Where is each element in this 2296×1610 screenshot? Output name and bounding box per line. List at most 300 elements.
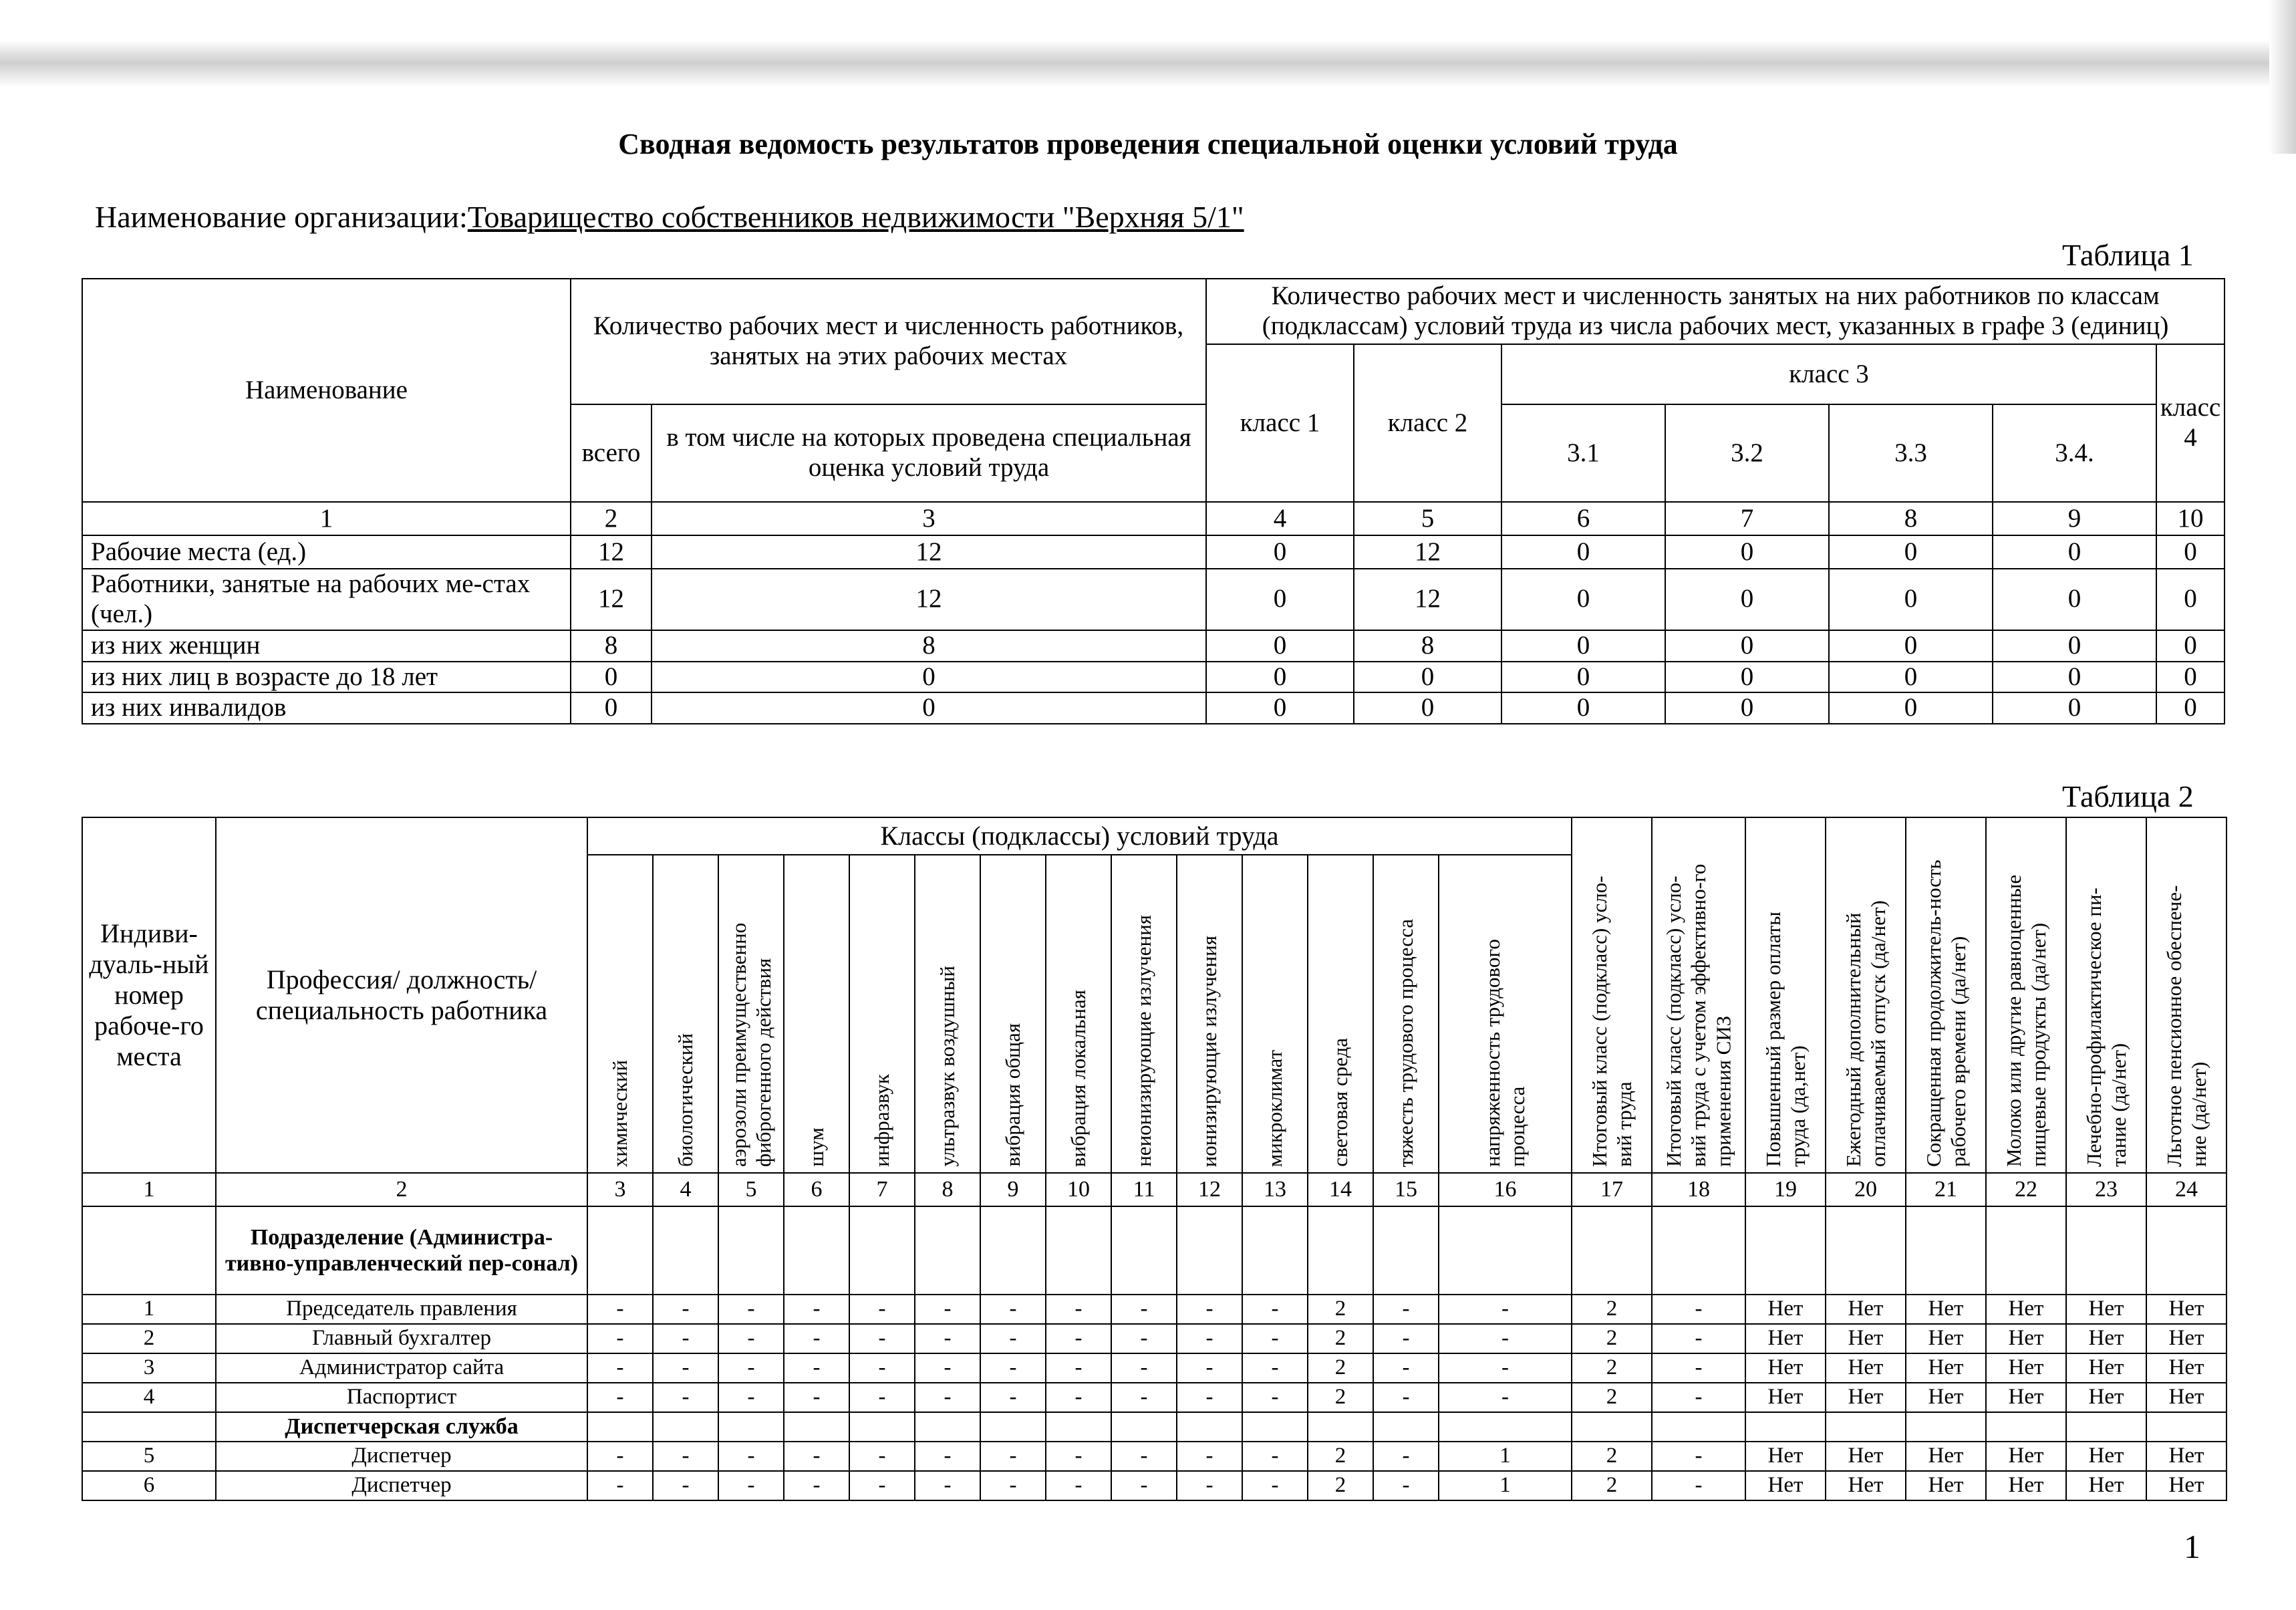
cell-value: -: [1652, 1471, 1745, 1500]
t2-column-number: 4: [653, 1173, 718, 1206]
cell-value: 0: [2156, 630, 2225, 662]
t2-column-number: 15: [1373, 1173, 1439, 1206]
empty-cell: [1826, 1206, 1906, 1295]
cell-value: -: [1177, 1383, 1242, 1412]
t2-header-guarantee: [2146, 817, 2227, 1173]
cell-value: 2: [1308, 1324, 1373, 1353]
cell-value: 12: [1354, 535, 1501, 569]
cell-value: 0: [1501, 630, 1665, 662]
cell-value: -: [980, 1353, 1046, 1383]
cell-value: 6: [82, 1471, 216, 1500]
cell-value: 0: [1829, 535, 1993, 569]
empty-cell: [2066, 1206, 2146, 1295]
cell-value: -: [1177, 1442, 1242, 1471]
cell-value: -: [915, 1442, 980, 1471]
empty-cell: [1177, 1412, 1242, 1442]
cell-value: -: [718, 1383, 784, 1412]
t1-header-total: всего: [571, 404, 652, 502]
cell-value: -: [915, 1295, 980, 1324]
cell-value: 12: [652, 569, 1206, 630]
cell-value: 4: [82, 1383, 216, 1412]
cell-value: Нет: [2066, 1442, 2146, 1471]
t2-header-guarantee-label: Льготное пенсионное обеспече-ние (да/нет): [2162, 885, 2210, 1167]
cell-value: -: [718, 1295, 784, 1324]
cell-value: Нет: [1745, 1383, 1826, 1412]
cell-value: -: [653, 1442, 718, 1471]
cell-value: Председатель правления: [216, 1295, 587, 1324]
cell-value: Нет: [1826, 1383, 1906, 1412]
cell-value: 0: [1206, 692, 1354, 724]
t2-header-factor: [784, 855, 849, 1173]
empty-cell: [1439, 1412, 1572, 1442]
cell-value: Нет: [2146, 1471, 2227, 1500]
table-row: [82, 569, 2225, 630]
empty-cell: [1046, 1412, 1111, 1442]
cell-value: 8: [652, 630, 1206, 662]
t2-header-factor-label: ионизирующие излучения: [1197, 935, 1222, 1167]
cell-value: 2: [1572, 1442, 1652, 1471]
cell-value: 0: [1354, 662, 1501, 693]
t2-header-factor-label: световая среда: [1328, 1038, 1352, 1167]
table1-caption: Таблица 1: [2062, 238, 2194, 272]
cell-value: -: [1373, 1442, 1439, 1471]
empty-cell: [2146, 1412, 2227, 1442]
cell-value: 8: [571, 630, 652, 662]
t2-column-number: 9: [980, 1173, 1046, 1206]
t2-header-guarantee-label: Сокращенная продолжитель-ность рабочего времени (да/нет): [1921, 859, 1970, 1167]
cell-value: Администратор сайта: [216, 1353, 587, 1383]
t2-header-factor: [718, 855, 784, 1173]
cell-value: Нет: [1826, 1442, 1906, 1471]
empty-cell: [1373, 1206, 1439, 1295]
empty-cell: [1906, 1412, 1986, 1442]
cell-value: Нет: [1745, 1471, 1826, 1500]
cell-value: 0: [1354, 692, 1501, 724]
empty-cell: [1242, 1412, 1308, 1442]
t2-header-factor: [1308, 855, 1373, 1173]
empty-cell: [1177, 1206, 1242, 1295]
t2-header-guarantee-label: Итоговый класс (подкласс) усло-вий труда с учетом эффективно-го применения СИЗ: [1662, 863, 1735, 1167]
cell-value: -: [1439, 1324, 1572, 1353]
cell-value: -: [1373, 1353, 1439, 1383]
cell-value: 0: [1993, 662, 2156, 693]
cell-value: Нет: [1745, 1353, 1826, 1383]
t1-header-name: Наименование: [82, 279, 571, 502]
cell-value: Нет: [1826, 1353, 1906, 1383]
cell-value: -: [784, 1442, 849, 1471]
t1-header-class3: класс 3: [1501, 344, 2156, 404]
cell-value: -: [1439, 1383, 1572, 1412]
cell-value: Диспетчер: [216, 1471, 587, 1500]
cell-value: -: [1046, 1471, 1111, 1500]
cell-value: 2: [1572, 1383, 1652, 1412]
cell-value: 2: [1572, 1324, 1652, 1353]
cell-value: -: [718, 1353, 784, 1383]
empty-cell: [718, 1412, 784, 1442]
t1-header-assessed: в том числе на которых проведена специальная оценка условий труда: [652, 404, 1206, 502]
t2-header-factor-label: химический: [608, 1059, 632, 1167]
t2-column-number: 5: [718, 1173, 784, 1206]
empty-cell: [1572, 1412, 1652, 1442]
cell-value: 0: [1829, 662, 1993, 693]
cell-value: 0: [1993, 569, 2156, 630]
t2-header-factor: [1439, 855, 1572, 1173]
t2-header-guarantee-label: Итоговый класс (подкласс) усло-вий труда: [1587, 876, 1636, 1167]
t1-header-3-4: 3.4.: [1993, 404, 2156, 502]
t1-header-3-1: 3.1: [1501, 404, 1665, 502]
cell-value: 3: [82, 1353, 216, 1383]
t2-header-factor-label: напряженность трудового процесса: [1481, 939, 1530, 1167]
cell-value: 0: [1665, 630, 1829, 662]
cell-value: Нет: [1986, 1353, 2066, 1383]
cell-value: 0: [1829, 630, 1993, 662]
t2-header-factor: [1177, 855, 1242, 1173]
cell-value: Нет: [1986, 1324, 2066, 1353]
cell-value: -: [1111, 1353, 1177, 1383]
cell-value: 0: [652, 662, 1206, 693]
t1-column-number: 10: [2156, 502, 2225, 535]
t2-column-number: 19: [1745, 1173, 1826, 1206]
cell-value: -: [1373, 1383, 1439, 1412]
t2-header-factor: [587, 855, 653, 1173]
t1-column-number: 1: [82, 502, 571, 535]
cell-value: 8: [1354, 630, 1501, 662]
cell-value: 2: [1308, 1471, 1373, 1500]
empty-cell: [915, 1206, 980, 1295]
cell-value: Диспетчер: [216, 1442, 587, 1471]
cell-value: -: [718, 1324, 784, 1353]
cell-value: -: [915, 1383, 980, 1412]
cell-value: -: [1242, 1353, 1308, 1383]
cell-value: -: [1373, 1471, 1439, 1500]
cell-value: 0: [1665, 569, 1829, 630]
empty-cell: [784, 1206, 849, 1295]
empty-cell: [1373, 1412, 1439, 1442]
cell-value: -: [849, 1324, 915, 1353]
cell-value: -: [849, 1471, 915, 1500]
t2-header-factor: [915, 855, 980, 1173]
cell-value: -: [784, 1324, 849, 1353]
empty-cell: [1439, 1206, 1572, 1295]
cell-value: Нет: [2146, 1295, 2227, 1324]
t2-header-factor-label: вибрация локальная: [1066, 989, 1091, 1167]
cell-value: -: [587, 1353, 653, 1383]
t2-header-factor-label: аэрозоли преимущественно фиброгенного действия: [726, 922, 775, 1167]
cell-value: 0: [1501, 535, 1665, 569]
t2-header-guarantee-label: Ежегодный дополнительный оплачиваемый отпуск (да/нет): [1841, 900, 1890, 1167]
cell-value: -: [1111, 1383, 1177, 1412]
table-row: [82, 535, 2225, 569]
cell-value: Нет: [2146, 1324, 2227, 1353]
cell-value: -: [587, 1295, 653, 1324]
t2-column-number: 16: [1439, 1173, 1572, 1206]
cell-value: 2: [1308, 1353, 1373, 1383]
empty-cell: [1826, 1412, 1906, 1442]
cell-value: 0: [571, 692, 652, 724]
cell-value: -: [1111, 1295, 1177, 1324]
cell-value: 12: [571, 535, 652, 569]
cell-value: -: [1046, 1442, 1111, 1471]
cell-value: -: [784, 1353, 849, 1383]
row-label: Работники, занятые на рабочих ме-стах (чел.): [82, 569, 571, 630]
cell-value: Нет: [1826, 1471, 1906, 1500]
workplaces-table: [82, 817, 2227, 1501]
t1-column-number: 3: [652, 502, 1206, 535]
cell-value: 1: [82, 1295, 216, 1324]
t1-header-classes: Количество рабочих мест и численность занятых на них работников по классам (подклассам) условий труда из числа рабочих мест, указанных в графе 3 (единиц): [1206, 279, 2225, 344]
cell-value: Нет: [2066, 1353, 2146, 1383]
cell-value: 0: [1501, 569, 1665, 630]
empty-cell: [587, 1412, 653, 1442]
cell-value: Нет: [1906, 1324, 1986, 1353]
section-title: Диспетчерская служба: [216, 1412, 587, 1442]
cell-value: 5: [82, 1442, 216, 1471]
t2-header-guarantee-label: Лечебно-профилактическое пи-тание (да/нет): [2082, 888, 2130, 1167]
cell-value: -: [980, 1442, 1046, 1471]
t2-header-factor-label: вибрация общая: [1001, 1023, 1025, 1167]
cell-value: 2: [1308, 1383, 1373, 1412]
empty-cell: [1308, 1206, 1373, 1295]
cell-value: -: [653, 1471, 718, 1500]
empty-cell: [1046, 1206, 1111, 1295]
t2-column-number: 21: [1906, 1173, 1986, 1206]
cell-value: Нет: [1826, 1324, 1906, 1353]
t2-header-guarantee: [1652, 817, 1745, 1173]
summary-table: [82, 278, 2225, 724]
cell-value: 0: [652, 692, 1206, 724]
cell-value: -: [784, 1383, 849, 1412]
section-row-dispatch: [82, 1412, 2227, 1442]
empty-cell: [1652, 1412, 1745, 1442]
cell-value: -: [1177, 1471, 1242, 1500]
cell-value: -: [1111, 1324, 1177, 1353]
t2-header-id: Индиви-дуаль-ный номер рабоче-го места: [82, 817, 216, 1173]
cell-value: Главный бухгалтер: [216, 1324, 587, 1353]
empty-cell: [1111, 1412, 1177, 1442]
cell-value: -: [849, 1353, 915, 1383]
t2-column-number: 2: [216, 1173, 587, 1206]
cell-value: Нет: [2146, 1383, 2227, 1412]
cell-value: -: [849, 1442, 915, 1471]
cell-value: -: [849, 1295, 915, 1324]
cell-value: -: [587, 1471, 653, 1500]
cell-value: 2: [1308, 1295, 1373, 1324]
organization-label: Наименование организации:: [95, 200, 468, 234]
t2-column-number: 6: [784, 1173, 849, 1206]
cell-value: -: [653, 1324, 718, 1353]
t1-header-class4: класс 4: [2156, 344, 2225, 502]
cell-value: Нет: [1906, 1353, 1986, 1383]
cell-value: Нет: [1826, 1295, 1906, 1324]
cell-value: 0: [1665, 662, 1829, 693]
cell-value: 0: [571, 662, 652, 693]
cell-value: -: [1177, 1353, 1242, 1383]
cell-value: -: [1652, 1295, 1745, 1324]
cell-value: -: [1046, 1353, 1111, 1383]
empty-cell: [2146, 1206, 2227, 1295]
cell-value: 0: [2156, 569, 2225, 630]
cell-value: Нет: [1906, 1471, 1986, 1500]
cell-value: -: [1242, 1383, 1308, 1412]
cell-value: Нет: [1986, 1295, 2066, 1324]
cell-value: -: [980, 1383, 1046, 1412]
cell-value: -: [1652, 1324, 1745, 1353]
page-title: Сводная ведомость результатов проведения специальной оценки условий труда: [618, 128, 1678, 160]
cell-value: Нет: [1906, 1295, 1986, 1324]
cell-value: Нет: [1745, 1324, 1826, 1353]
cell-value: 2: [82, 1324, 216, 1353]
page-number: 1: [2184, 1528, 2200, 1565]
cell-value: Нет: [2066, 1471, 2146, 1500]
t2-header-factor: [980, 855, 1046, 1173]
t2-header-factor-label: ультразвук воздушный: [936, 966, 960, 1167]
t2-header-guarantee: [1745, 817, 1826, 1173]
cell-value: 0: [1993, 630, 2156, 662]
empty-cell: [653, 1206, 718, 1295]
t2-header-factor: [1111, 855, 1177, 1173]
cell-value: -: [1242, 1295, 1308, 1324]
cell-value: 0: [2156, 662, 2225, 693]
row-label: Рабочие места (ед.): [82, 535, 571, 569]
cell-value: 0: [1501, 692, 1665, 724]
table-row: [82, 662, 2225, 693]
cell-value: -: [718, 1442, 784, 1471]
cell-value: 1: [1439, 1442, 1572, 1471]
cell-value: 0: [1206, 662, 1354, 693]
t2-column-number: 8: [915, 1173, 980, 1206]
t1-column-number: 8: [1829, 502, 1993, 535]
cell-value: -: [1652, 1383, 1745, 1412]
section-title: Подразделение (Администра-тивно-управленческий пер-сонал): [216, 1206, 587, 1295]
t2-header-factor-label: биологический: [674, 1033, 698, 1167]
t2-column-number: 24: [2146, 1173, 2227, 1206]
scan-shadow: [0, 40, 2296, 87]
t2-header-profession: Профессия/ должность/ специальность работника: [216, 817, 587, 1173]
cell-value: 0: [1206, 630, 1354, 662]
t1-column-number: 6: [1501, 502, 1665, 535]
cell-value: -: [1111, 1442, 1177, 1471]
empty-cell: [1745, 1412, 1826, 1442]
empty-cell: [82, 1206, 216, 1295]
cell-value: Нет: [1986, 1442, 2066, 1471]
cell-value: Нет: [1745, 1442, 1826, 1471]
t2-column-number: 17: [1572, 1173, 1652, 1206]
t2-column-number: 14: [1308, 1173, 1373, 1206]
cell-value: -: [980, 1295, 1046, 1324]
cell-value: Нет: [1745, 1295, 1826, 1324]
cell-value: -: [1177, 1324, 1242, 1353]
cell-value: -: [1439, 1295, 1572, 1324]
table-row: [82, 630, 2225, 662]
cell-value: -: [915, 1353, 980, 1383]
empty-cell: [1111, 1206, 1177, 1295]
t1-column-number: 2: [571, 502, 652, 535]
cell-value: 0: [1993, 535, 2156, 569]
cell-value: 2: [1308, 1442, 1373, 1471]
t2-header-factor-label: микроклимат: [1263, 1049, 1287, 1167]
t2-header-classes: Классы (подклассы) условий труда: [587, 817, 1572, 855]
empty-cell: [653, 1412, 718, 1442]
t2-header-factor-label: шум: [805, 1127, 829, 1167]
cell-value: 12: [571, 569, 652, 630]
t2-header-factor: [1046, 855, 1111, 1173]
t1-column-number: 5: [1354, 502, 1501, 535]
cell-value: 1: [1439, 1471, 1572, 1500]
table-row: [82, 1442, 2227, 1471]
empty-cell: [1572, 1206, 1652, 1295]
table2-caption: Таблица 2: [2062, 779, 2194, 813]
cell-value: -: [718, 1471, 784, 1500]
cell-value: -: [849, 1383, 915, 1412]
organization-name: Товарищество собственников недвижимости "Верхняя 5/1": [467, 200, 1244, 234]
cell-value: Нет: [1906, 1442, 1986, 1471]
cell-value: 0: [2156, 535, 2225, 569]
cell-value: -: [915, 1324, 980, 1353]
t2-column-number: 11: [1111, 1173, 1177, 1206]
t1-header-3-3: 3.3: [1829, 404, 1993, 502]
t2-column-number: 1: [82, 1173, 216, 1206]
cell-value: Нет: [2066, 1295, 2146, 1324]
empty-cell: [980, 1412, 1046, 1442]
empty-cell: [1986, 1412, 2066, 1442]
cell-value: -: [1652, 1442, 1745, 1471]
row-label: из них инвалидов: [82, 692, 571, 724]
table-row: [82, 1383, 2227, 1412]
empty-cell: [849, 1412, 915, 1442]
cell-value: 2: [1572, 1353, 1652, 1383]
cell-value: 0: [1829, 692, 1993, 724]
table-row: [82, 692, 2225, 724]
empty-cell: [1906, 1206, 1986, 1295]
t2-column-number: 23: [2066, 1173, 2146, 1206]
t2-column-number: 13: [1242, 1173, 1308, 1206]
empty-cell: [915, 1412, 980, 1442]
t2-header-guarantee: [1906, 817, 1986, 1173]
cell-value: -: [980, 1471, 1046, 1500]
cell-value: Нет: [1906, 1383, 1986, 1412]
cell-value: -: [587, 1383, 653, 1412]
t2-column-number: 7: [849, 1173, 915, 1206]
t1-column-numbers: [82, 502, 2225, 535]
cell-value: Паспортист: [216, 1383, 587, 1412]
t2-header-guarantee-label: Повышенный размер оплаты труда (да,нет): [1761, 912, 1810, 1167]
cell-value: -: [1373, 1324, 1439, 1353]
cell-value: Нет: [2066, 1383, 2146, 1412]
t2-header-factor: [653, 855, 718, 1173]
t2-header-factor: [1373, 855, 1439, 1173]
empty-cell: [587, 1206, 653, 1295]
cell-value: -: [1373, 1295, 1439, 1324]
empty-cell: [784, 1412, 849, 1442]
cell-value: -: [1242, 1442, 1308, 1471]
t1-header-3-2: 3.2: [1665, 404, 1829, 502]
cell-value: 0: [1665, 692, 1829, 724]
cell-value: 12: [1354, 569, 1501, 630]
t2-header-guarantee: [1986, 817, 2066, 1173]
t2-column-number: 18: [1652, 1173, 1745, 1206]
cell-value: -: [1111, 1471, 1177, 1500]
empty-cell: [1652, 1206, 1745, 1295]
empty-cell: [718, 1206, 784, 1295]
empty-cell: [1745, 1206, 1826, 1295]
empty-cell: [1242, 1206, 1308, 1295]
t2-header-factor: [1242, 855, 1308, 1173]
cell-value: Нет: [2146, 1353, 2227, 1383]
cell-value: 0: [1501, 662, 1665, 693]
cell-value: 2: [1572, 1295, 1652, 1324]
cell-value: -: [1046, 1324, 1111, 1353]
row-label: из них женщин: [82, 630, 571, 662]
